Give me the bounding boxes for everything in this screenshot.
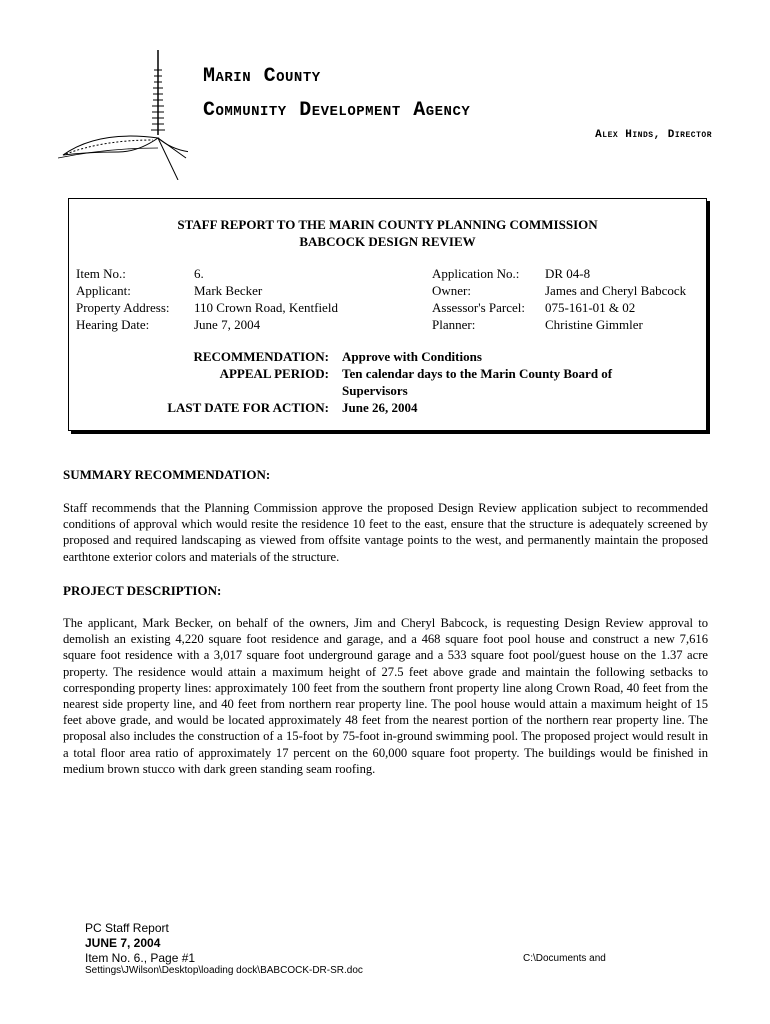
agency-name-line2: Community Development Agency (203, 99, 471, 122)
assessors-parcel-label: Assessor's Parcel: (432, 300, 525, 315)
application-no-value: DR 04-8 (545, 266, 591, 281)
page-footer (85, 921, 195, 966)
report-subtitle: BABCOCK DESIGN REVIEW (299, 234, 476, 249)
planner-label: Planner: (432, 317, 476, 332)
right-values (545, 265, 686, 333)
property-address-label: Property Address: (76, 300, 170, 315)
last-date-value: June 26, 2004 (342, 400, 418, 415)
director-name: Alex Hinds, Director (595, 129, 712, 141)
appeal-period-value: Ten calendar days to the Marin County Board of Supervisors (342, 366, 613, 398)
property-address-value: 110 Crown Road, Kentfield (194, 300, 338, 315)
assessors-parcel-value: 075-161-01 & 02 (545, 300, 636, 315)
footer-path-start: C:\Documents and (523, 953, 606, 964)
footer-report-label: PC Staff Report (85, 921, 169, 935)
item-no-value: 6. (194, 266, 204, 281)
item-no-label: Item No.: (76, 266, 126, 281)
applicant-label: Applicant: (76, 283, 131, 298)
summary-heading: SUMMARY RECOMMENDATION: (63, 467, 271, 482)
recommendation-label: RECOMMENDATION: (193, 349, 329, 364)
report-title: STAFF REPORT TO THE MARIN COUNTY PLANNING COMMISSION (177, 217, 598, 232)
left-labels (76, 265, 170, 333)
owner-label: Owner: (432, 283, 471, 298)
footer-page: Item No. 6., Page #1 (85, 951, 196, 965)
application-no-label: Application No.: (432, 266, 520, 281)
project-paragraph: The applicant, Mark Becker, on behalf of the owners, Jim and Cheryl Babcock, is requesting Design Review approval to demolish an existing 4,220 square foot residence and garage, and a 468 square foot pool house and construct a new 7,616 square foot residence with a 3,017 square foot underground garage and a 533 square foot pool/guest house on the 1.37 acre property. The residence would attain a maximum height of 27.5 feet above grade and maintain the following setbacks to corresponding property lines: approximately 100 feet from the southern front property line along Crown Road, 40 feet from the nearest side property line, and 40 feet from northern rear property line. The pool house would attain a maximum height of 15 feet above grade, and would be located approximately 48 feet from the nearest portion of the northern rear property line. The proposal also includes the construction of a 15-foot by 75-foot in-ground swimming pool. The proposed project would result in a total floor area ratio of approximately 17 percent on the 60,000 square foot property. The buildings would be finished in medium brown stucco with dark green standing seam roofing. (63, 616, 708, 776)
hearing-date-label: Hearing Date: (76, 317, 150, 332)
footer-date: JUNE 7, 2004 (85, 936, 161, 950)
report-summary-box (68, 198, 707, 431)
appeal-period-label: APPEAL PERIOD: (219, 366, 329, 381)
footer-file-path: Settings\JWilson\Desktop\loading dock\BABCOCK-DR-SR.doc (85, 965, 363, 976)
agency-name-line1: Marin County (203, 65, 321, 88)
owner-value: James and Cheryl Babcock (545, 283, 687, 298)
project-heading: PROJECT DESCRIPTION: (63, 583, 222, 598)
recommendation-value: Approve with Conditions (342, 349, 482, 364)
last-date-label: LAST DATE FOR ACTION: (167, 400, 329, 415)
left-values (194, 265, 338, 333)
agency-logo (58, 40, 188, 180)
planner-value: Christine Gimmler (545, 317, 643, 332)
hearing-date-value: June 7, 2004 (194, 317, 261, 332)
applicant-value: Mark Becker (194, 283, 263, 298)
right-labels (432, 265, 525, 333)
summary-paragraph: Staff recommends that the Planning Commission approve the proposed Design Review application subject to recommended conditions of approval which would resite the residence 10 feet to the east, ensure that the structure is adequately screened by proposed and required landscaping as viewed from offsite vantage points to the west, and permanently maintain the proposed earthtone exterior colors and materials of the structure. (63, 501, 708, 564)
